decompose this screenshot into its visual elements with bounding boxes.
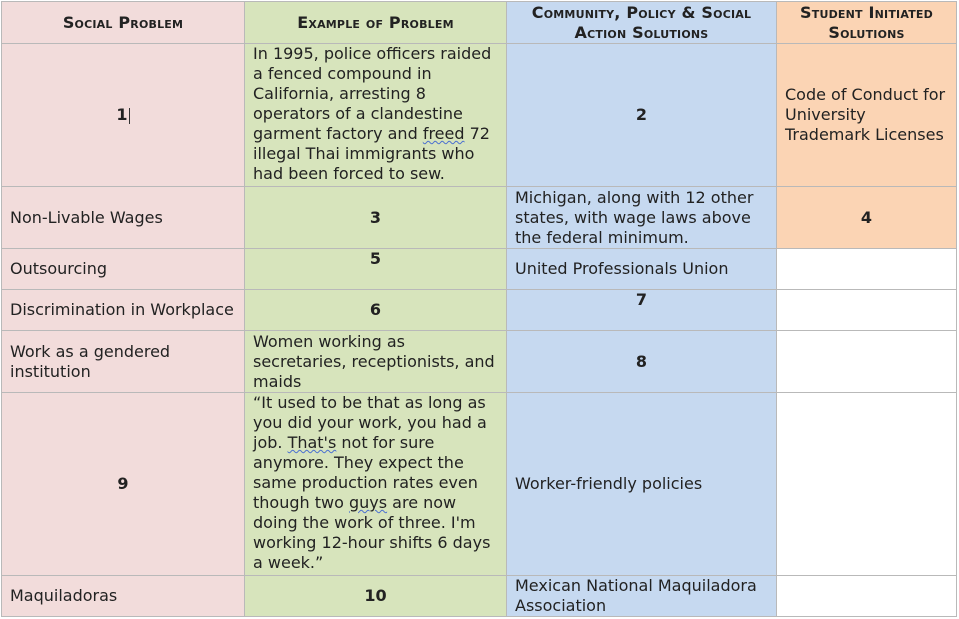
table-row — [2, 290, 957, 331]
community-cell[interactable]: 8 — [507, 331, 777, 393]
social-problem-cell[interactable]: Discrimination in Workplace — [2, 290, 245, 331]
community-cell[interactable]: Mexican National Maquiladora Association — [507, 576, 777, 617]
example-cell[interactable]: Women working as secretaries, receptionists, and maids — [245, 331, 507, 393]
example-cell[interactable] — [245, 44, 507, 187]
student-cell[interactable] — [777, 576, 957, 617]
example-cell[interactable]: 5 — [245, 249, 507, 290]
quote-text: are now doing the work of three. I'm working 12-hour shifts 6 days a week.” — [253, 493, 491, 572]
social-problem-cell[interactable]: 9 — [2, 393, 245, 576]
social-problem-cell[interactable]: Maquiladoras — [2, 576, 245, 617]
header-community-solutions[interactable]: Community, Policy & Social Action Solutions — [507, 2, 777, 44]
example-cell[interactable]: 10 — [245, 576, 507, 617]
header-example[interactable]: Example of Problem — [245, 2, 507, 44]
quote-text: not for sure anymore. They expect the same production rates even though two — [253, 433, 478, 512]
student-cell[interactable]: Code of Conduct for University Trademark Licenses — [777, 44, 957, 187]
example-cell[interactable]: 3 — [245, 187, 507, 249]
header-student-solutions[interactable]: Student Initiated Solutions — [777, 2, 957, 44]
header-row — [2, 2, 957, 44]
table-row — [2, 249, 957, 290]
example-text: In 1995, police officers raided a fenced compound in California, arresting 8 operators of a clandestine garment factory and — [253, 44, 492, 143]
student-cell[interactable] — [777, 331, 957, 393]
community-cell[interactable]: 2 — [507, 44, 777, 187]
table-row — [2, 576, 957, 617]
social-problem-cell[interactable] — [2, 44, 245, 187]
example-text: 72 illegal Thai immigrants who had been forced to sew. — [253, 124, 490, 183]
community-cell[interactable]: 7 — [507, 290, 777, 331]
student-cell[interactable]: 4 — [777, 187, 957, 249]
community-cell[interactable]: Michigan, along with 12 other states, with wage laws above the federal minimum. — [507, 187, 777, 249]
table-row — [2, 393, 957, 576]
example-cell[interactable]: 6 — [245, 290, 507, 331]
table-row — [2, 44, 957, 187]
student-cell[interactable] — [777, 249, 957, 290]
spellcheck-word: guys — [348, 493, 388, 512]
social-problem-cell[interactable]: Work as a gendered institution — [2, 331, 245, 393]
example-cell[interactable] — [245, 393, 507, 576]
table-row — [2, 187, 957, 249]
solutions-table — [1, 1, 957, 617]
header-social-problem[interactable]: Social Problem — [2, 2, 245, 44]
table-row — [2, 331, 957, 393]
social-problem-cell[interactable]: Outsourcing — [2, 249, 245, 290]
text-cursor — [129, 108, 130, 124]
spellcheck-word: That's — [287, 433, 337, 452]
student-cell[interactable] — [777, 290, 957, 331]
placeholder-number: 1 — [116, 105, 128, 124]
community-cell[interactable]: Worker-friendly policies — [507, 393, 777, 576]
community-cell[interactable]: United Professionals Union — [507, 249, 777, 290]
spellcheck-word: freed — [422, 124, 465, 143]
quote-text: “It used to be that as long as you did your work, you had a job. — [253, 393, 487, 452]
social-problem-cell[interactable]: Non-Livable Wages — [2, 187, 245, 249]
student-cell[interactable] — [777, 393, 957, 576]
